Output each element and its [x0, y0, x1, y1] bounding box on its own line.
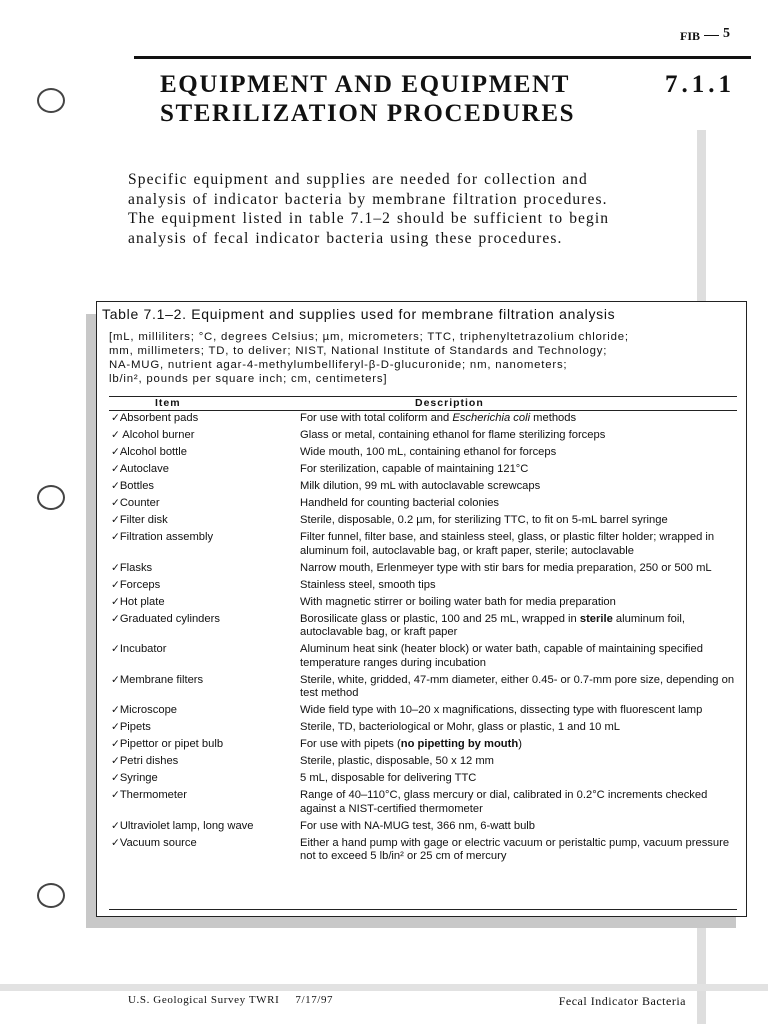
description-cell: Wide mouth, 100 mL, containing ethanol for forceps: [300, 446, 557, 458]
item-name: Vacuum source: [119, 836, 197, 849]
item-name: Alcohol burner: [119, 429, 195, 441]
item-name: Forceps: [119, 578, 161, 591]
binder-hole-middle: [37, 485, 65, 510]
description-cell: Sterile, TD, bacteriological or Mohr, glass or plastic, 1 and 10 mL: [300, 721, 621, 733]
table-row: [111, 674, 741, 701]
checkmark-icon: ✓: [111, 772, 120, 784]
binder-hole-top: [37, 88, 65, 113]
item-cell: [111, 596, 300, 610]
description-cell: For sterilization, capable of maintaining 121°C: [300, 463, 529, 475]
item-name: Membrane filters: [119, 673, 204, 686]
table-row: [111, 579, 741, 593]
table-row: [111, 820, 741, 834]
item-name: Hot plate: [119, 595, 165, 608]
item-cell: [111, 704, 300, 718]
item-cell: [111, 480, 300, 494]
item-cell: [111, 412, 300, 426]
table-row: [111, 412, 741, 426]
description-cell: With magnetic stirrer or boiling water bath for media preparation: [300, 595, 616, 608]
description-cell: Stainless steel, smooth tips: [300, 578, 436, 591]
item-name: Autoclave: [119, 463, 169, 475]
item-cell: [111, 531, 300, 558]
item-name: Flasks: [119, 561, 153, 574]
item-cell: [111, 755, 300, 769]
checkmark-icon: ✓: [111, 643, 120, 655]
table-row: [111, 721, 741, 735]
checkmark-icon: ✓: [111, 514, 120, 526]
item-cell: [111, 497, 300, 511]
item-cell: [111, 643, 300, 670]
description-cell: Either a hand pump with gage or electric vacuum or peristaltic pump, vacuum pressure not to exceed 5 lb/in² or 25 cm of mercury: [300, 836, 730, 862]
table-row: [111, 463, 741, 477]
table-row: [111, 480, 741, 494]
table-row: [111, 772, 741, 786]
checkmark-icon: ✓: [111, 819, 120, 832]
item-cell: [111, 738, 300, 752]
title-line-1: EQUIPMENT AND EQUIPMENT: [160, 71, 570, 98]
table-row: [111, 446, 741, 460]
header-rule-bottom: [109, 410, 737, 411]
item-cell: [111, 837, 300, 864]
table-row: [111, 497, 741, 511]
checkmark-icon: ✓: [111, 429, 120, 441]
item-name: Ultraviolet lamp, long wave: [119, 819, 254, 832]
table-row: [111, 837, 741, 864]
checkmark-icon: ✓: [111, 480, 120, 492]
abbrev-line: NA-MUG, nutrient agar-4-methylumbelliferyl-β-D-glucuronide; nm, nanometers;: [109, 359, 568, 371]
item-name: Thermometer: [119, 789, 187, 801]
footer-rule: [0, 984, 768, 991]
title-line-2: STERILIZATION PROCEDURES: [160, 100, 576, 127]
title-rule: [134, 56, 751, 59]
checkmark-icon: ✓: [111, 755, 120, 767]
description-cell: Milk dilution, 99 mL with autoclavable screwcaps: [300, 480, 541, 492]
item-cell: [111, 579, 300, 593]
binder-hole-bottom: [37, 883, 65, 908]
checkmark-icon: ✓: [111, 789, 120, 801]
description-cell: Sterile, disposable, 0.2 µm, for sterilizing TTC, to fit on 5-mL barrel syringe: [300, 514, 668, 526]
doc-code: FIB: [679, 29, 700, 43]
footer-left: [128, 994, 333, 1006]
item-name: Syringe: [119, 772, 158, 784]
item-name: Absorbent pads: [119, 412, 199, 424]
item-name: Counter: [119, 497, 160, 509]
section-title: [160, 70, 575, 128]
table-row: [111, 704, 741, 718]
item-name: Bottles: [119, 480, 155, 492]
checkmark-icon: ✓: [111, 738, 120, 750]
description-cell: Range of 40–110°C, glass mercury or dial, calibrated in 0.2°C increments checked against a NIST-certified thermometer: [300, 789, 708, 815]
checkmark-icon: ✓: [111, 673, 120, 686]
item-cell: [111, 820, 300, 834]
equipment-table: [96, 301, 747, 917]
header-dash: [704, 35, 719, 36]
description-cell: Handheld for counting bacterial colonies: [300, 497, 500, 509]
description-cell: For use with pipets (no pipetting by mouth): [300, 738, 522, 750]
description-cell: 5 mL, disposable for delivering TTC: [300, 772, 477, 784]
table-row: [111, 738, 741, 752]
checkmark-icon: ✓: [111, 595, 120, 608]
item-name: Petri dishes: [119, 755, 179, 767]
description-cell: Aluminum heat sink (heater block) or water bath, capable of maintaining specified temperature ranges during incubation: [300, 643, 703, 669]
intro-line: Specific equipment and supplies are needed for collection and: [128, 171, 588, 188]
description-cell: Sterile, plastic, disposable, 50 x 12 mm: [300, 755, 495, 767]
table-caption: Table 7.1–2. Equipment and supplies used for membrane filtration analysis: [102, 306, 616, 322]
checkmark-icon: ✓: [111, 412, 120, 424]
checkmark-icon: ✓: [111, 721, 120, 733]
table-row: [111, 755, 741, 769]
table-row: [111, 514, 741, 528]
table-row: [111, 643, 741, 670]
item-name: Graduated cylinders: [119, 612, 220, 625]
checkmark-icon: ✓: [111, 578, 120, 591]
item-name: Incubator: [119, 643, 167, 655]
table-abbreviations: [109, 330, 629, 386]
section-number: 7.1.1: [665, 71, 735, 98]
column-header-item: Item: [155, 397, 181, 409]
intro-line: The equipment listed in table 7.1–2 should be sufficient to begin: [128, 210, 610, 227]
checkmark-icon: ✓: [111, 704, 120, 716]
item-name: Pipettor or pipet bulb: [119, 738, 224, 750]
item-cell: [111, 772, 300, 786]
item-cell: [111, 446, 300, 460]
description-cell: Narrow mouth, Erlenmeyer type with stir bars for media preparation, 250 or 500 mL: [300, 561, 712, 574]
table-row: [111, 562, 741, 576]
table-row: [111, 596, 741, 610]
description-cell: For use with total coliform and Escherichia coli methods: [300, 412, 577, 424]
description-cell: Borosilicate glass or plastic, 100 and 25 mL, wrapped in sterile aluminum foil, autoclavable bag, or kraft paper: [300, 612, 685, 638]
description-cell: Sterile, white, gridded, 47-mm diameter, either 0.45- or 0.7-mm pore size, depending on test method: [300, 673, 735, 699]
item-cell: [111, 721, 300, 735]
item-cell: [111, 613, 300, 640]
item-cell: [111, 674, 300, 701]
checkmark-icon: ✓: [111, 463, 120, 475]
checkmark-icon: ✓: [111, 561, 120, 574]
abbrev-line: mm, millimeters; TD, to deliver; NIST, National Institute of Standards and Technology;: [109, 345, 608, 357]
abbrev-line: [mL, milliliters; °C, degrees Celsius; µm, micrometers; TTC, triphenyltetrazolium chloride;: [109, 331, 629, 343]
table-row: [111, 429, 741, 443]
page-header: [679, 26, 730, 45]
item-name: Pipets: [119, 721, 151, 733]
description-cell: Filter funnel, filter base, and stainless steel, glass, or plastic filter holder; wrapped in aluminum foil, autoclavable bag, or kraft paper, sterile; autoclavable: [300, 531, 715, 557]
item-name: Alcohol bottle: [119, 446, 187, 458]
table-row: [111, 789, 741, 816]
description-cell: Glass or metal, containing ethanol for flame sterilizing forceps: [300, 429, 606, 441]
checkmark-icon: ✓: [111, 446, 120, 458]
intro-line: analysis of fecal indicator bacteria using these procedures.: [128, 229, 563, 247]
item-cell: [111, 562, 300, 576]
footer-publisher: U.S. Geological Survey TWRI: [128, 994, 280, 1006]
description-cell: Wide field type with 10–20 x magnifications, dissecting type with fluorescent lamp: [300, 704, 703, 716]
item-name: Microscope: [119, 704, 178, 716]
table-row: [111, 613, 741, 640]
footer-date: 7/17/97: [295, 994, 334, 1006]
checkmark-icon: ✓: [111, 612, 120, 625]
checkmark-icon: ✓: [111, 531, 120, 543]
footer-title: Fecal Indicator Bacteria: [558, 994, 686, 1008]
checkmark-icon: ✓: [111, 497, 120, 509]
item-name: Filtration assembly: [119, 531, 214, 543]
item-cell: [111, 463, 300, 477]
table-body: [111, 412, 741, 867]
item-name: Filter disk: [119, 514, 168, 526]
table-row: [111, 531, 741, 558]
item-cell: [111, 429, 300, 443]
intro-paragraph: [128, 170, 688, 248]
item-cell: [111, 514, 300, 528]
description-cell: For use with NA-MUG test, 366 nm, 6-watt bulb: [300, 819, 536, 832]
page-number: 5: [723, 26, 730, 41]
checkmark-icon: ✓: [111, 836, 120, 849]
column-header-description: Description: [415, 397, 484, 409]
abbrev-line: lb/in², pounds per square inch; cm, centimeters]: [109, 373, 388, 385]
intro-line: analysis of indicator bacteria by membrane filtration procedures.: [128, 190, 608, 208]
table-bottom-rule: [109, 909, 737, 910]
item-cell: [111, 789, 300, 816]
